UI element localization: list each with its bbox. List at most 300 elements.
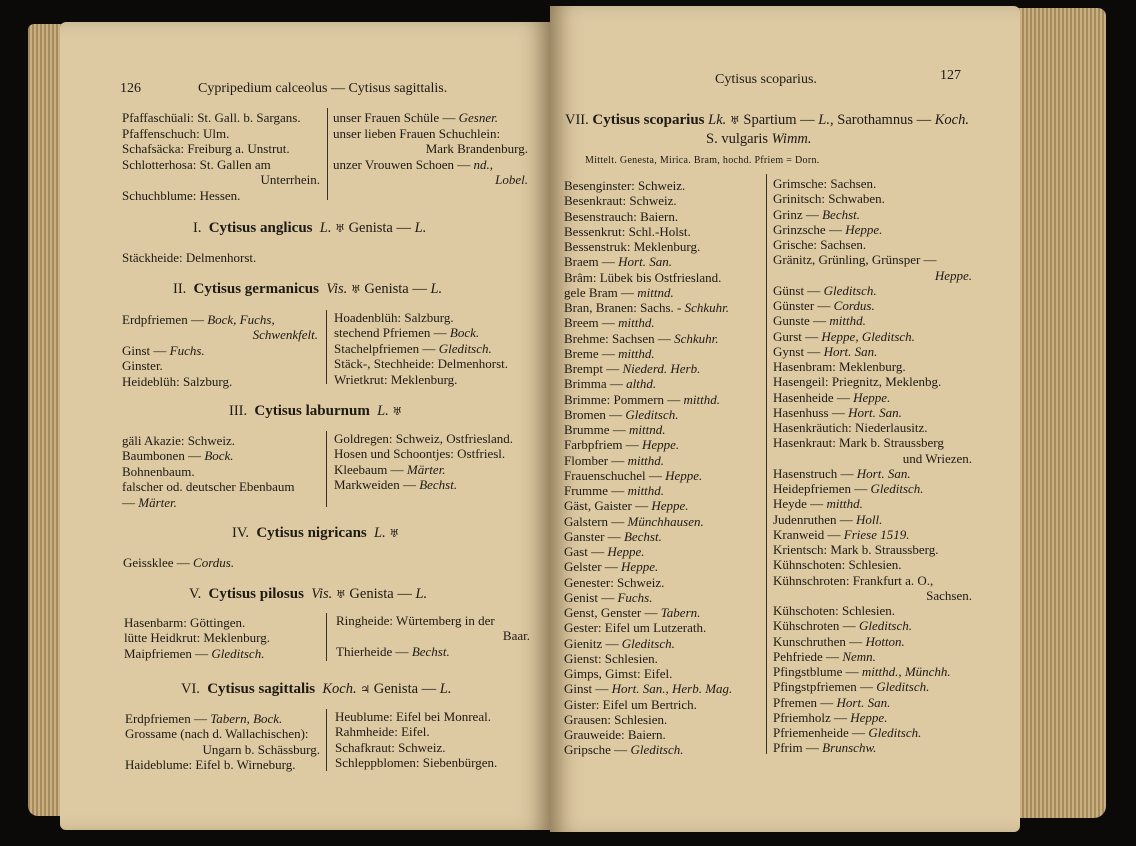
synonym-author: L. [415, 586, 428, 602]
vernacular-name: und Wriezen. [902, 450, 972, 466]
vernacular-name: Bromen — [564, 406, 626, 422]
entry-line [773, 420, 928, 435]
source-author: Heppe. [853, 389, 891, 405]
column-rule [766, 174, 767, 754]
vernacular-name: Schafsäcka: Freiburg a. Unstrut. [122, 141, 290, 157]
entry-line [334, 325, 479, 340]
vernacular-name: Schuchblume: Hessen. [122, 188, 241, 203]
section-heading-4 [232, 525, 399, 542]
section-heading-6 [181, 681, 451, 698]
entry-line [122, 188, 240, 203]
entry-line [426, 141, 528, 156]
source-author: Holl. [856, 511, 883, 527]
entry-line [773, 222, 882, 237]
entry-line [124, 615, 245, 630]
source-author: Bechst. [623, 528, 662, 544]
column-rule [326, 709, 327, 771]
entry-line [336, 644, 450, 659]
entry-line [564, 300, 729, 315]
entry-line [564, 254, 672, 269]
vernacular-name: Brumme — [564, 422, 629, 437]
entry-line [122, 126, 229, 141]
vernacular-name: Thierheide — [336, 643, 412, 659]
source-author: Gleditsch. [870, 481, 924, 496]
source-author: althd. [626, 376, 657, 392]
vernacular-name: Frauenschuchel — [564, 467, 666, 483]
species-author: Vis. [311, 586, 333, 602]
running-head-right: Cytisus scoparius. [715, 72, 817, 87]
vernacular-name: Schlotterhosa: St. Gallen am [122, 156, 271, 172]
entry-line [564, 239, 700, 254]
source-author: mitthd. [618, 315, 655, 331]
entry-line [773, 207, 860, 222]
vernacular-name: Pfingstblume — [773, 664, 862, 679]
entry-line [564, 529, 662, 544]
entry-line [564, 727, 666, 742]
section-number: IV. [232, 525, 250, 541]
source-author: mitthd. [829, 313, 866, 329]
source-author: Heppe, Gleditsch. [821, 328, 915, 344]
vernacular-name: Hasenkräutich: Niederlausitz. [773, 420, 928, 435]
entry-line [564, 681, 732, 696]
vernacular-name: Farbpfriem — [564, 437, 642, 453]
species-author: L. [319, 220, 332, 236]
source-author: Münchhausen. [627, 513, 704, 529]
vernacular-name: Grinitsch: Schwaben. [773, 191, 885, 207]
entry-line [334, 372, 457, 387]
vernacular-name: Stäck-, Stechheide: Delmenhorst. [334, 356, 509, 372]
source-author: Bechst. [822, 206, 861, 222]
entry-line [125, 757, 295, 772]
species-name: Cytisus anglicus [208, 220, 313, 236]
running-head-left: Cypripedium calceolus — Cytisus sagittalis. [198, 81, 448, 96]
entry-line [564, 575, 664, 590]
vernacular-name: Kühschoten: Schlesien. [773, 603, 896, 618]
vernacular-name: Geissklee — [123, 555, 194, 570]
entry-line [773, 359, 906, 374]
source-author: Fuchs. [169, 342, 205, 358]
vernacular-name: Breme — [564, 345, 619, 361]
vernacular-name: Grauweide: Baiern. [564, 727, 666, 742]
vernacular-name: Flomber — [564, 452, 628, 468]
entry-line [564, 620, 706, 635]
vernacular-name: Hasenheide — [773, 389, 854, 405]
entry-line [335, 724, 430, 739]
species-name: Cytisus laburnum [254, 403, 370, 419]
vernacular-name: Erdpfriemen — [122, 312, 208, 327]
vernacular-name: Grossame (nach d. Wallachischen): [125, 726, 309, 742]
vernacular-name: Sachsen. [926, 587, 972, 603]
section-heading-7 [565, 112, 969, 129]
synonym-author: L., [818, 112, 834, 128]
source-author: Heppe. [641, 437, 680, 453]
entry-line [773, 390, 890, 405]
vernacular-name: Kühnschroten: Frankfurt a. O., [773, 572, 934, 588]
source-author: mitthd. [627, 483, 665, 498]
source-author: Gleditsch. [876, 679, 930, 695]
source-author: nd., [473, 156, 493, 172]
entry-line [564, 468, 702, 483]
vernacular-name: Ganster — [564, 528, 624, 544]
entry-line [124, 630, 270, 645]
vernacular-name: Hasenstruch — [773, 465, 857, 481]
vernacular-name: Brimme: Pommern — [564, 391, 684, 407]
entry-line [122, 433, 235, 448]
source-author: Cordus. [193, 555, 235, 570]
vernacular-name: Günster — [773, 298, 834, 313]
entry-line [926, 588, 972, 603]
page-edges-right [1010, 8, 1106, 818]
source-author: Hotton. [865, 633, 905, 649]
vernacular-name: Pfriemenheide — [773, 725, 869, 740]
source-author: Heppe. [607, 544, 645, 559]
entry-line [773, 679, 929, 694]
entry-line [564, 590, 652, 605]
vernacular-name: Bessenkrut: Schl.-Holst. [564, 223, 691, 239]
entry-line [122, 464, 195, 479]
entry-line [564, 498, 689, 513]
vernacular-name: Gienitz — [564, 635, 622, 651]
entry-line [122, 374, 232, 389]
entry-line [773, 710, 887, 725]
vernacular-name: lütte Heidkrut: Meklenburg. [124, 630, 270, 646]
synonym-author: Koch. [934, 112, 969, 128]
source-author: Gleditsch. [625, 406, 679, 422]
vernacular-name: Haideblume: Eifel b. Wirneburg. [125, 757, 296, 773]
entry-line [203, 742, 320, 757]
vernacular-name: Grinzsche — [773, 221, 846, 237]
vernacular-name: unzer Vrouwen Schoen — [333, 156, 474, 172]
source-author: mittnd. [629, 422, 666, 437]
source-author: Gleditsch. [211, 645, 265, 661]
entry-line [773, 329, 915, 344]
entry-line [773, 466, 911, 481]
entry-line [773, 664, 951, 679]
shrub-symbol-icon: ♅ [335, 223, 345, 235]
shrub-symbol-icon: ♅ [392, 406, 403, 418]
source-author: Bock. [449, 325, 480, 341]
source-author: mitthd., Münchh. [861, 664, 951, 679]
entry-line [773, 176, 876, 191]
entry-line [335, 740, 445, 755]
entry-line [123, 555, 234, 570]
vernacular-name: Grausen: Schlesien. [564, 711, 668, 727]
vernacular-name: Brâm: Lübek bis Ostfriesland. [564, 269, 722, 285]
source-author: mitthd. [618, 345, 655, 361]
entry-line [773, 283, 877, 298]
vernacular-name: Gast — [564, 544, 608, 559]
vernacular-name: Frumme — [564, 483, 628, 498]
entry-line [125, 726, 309, 741]
source-author: Hort. San., Herb. Mag. [611, 681, 733, 697]
vernacular-name: Pfaffenschuch: Ulm. [122, 125, 230, 141]
synonym-author: L. [414, 220, 427, 236]
section-heading-2 [173, 281, 442, 298]
source-author: Bock. [204, 448, 234, 464]
synonym-author: L. [439, 681, 452, 697]
entry-line [334, 310, 454, 325]
column-rule [326, 431, 327, 507]
entry-line [564, 209, 678, 224]
source-author: Schkuhr. [684, 300, 730, 315]
vernacular-name: Hosen und Schoontjes: Ostfriesl. [334, 446, 506, 462]
entry-line [564, 178, 685, 193]
vernacular-name: gele Bram — [564, 284, 638, 300]
entry-line [334, 341, 492, 356]
species-author: Koch. [322, 681, 357, 697]
source-author: Hort. San. [618, 254, 672, 270]
vernacular-name: Schleppblomen: Siebenbürgen. [335, 755, 498, 771]
column-rule [326, 310, 327, 384]
shrub-symbol-icon: ♅ [389, 528, 400, 540]
source-author: Schkuhr. [674, 330, 719, 346]
shrub-symbol-icon: ♅ [350, 284, 361, 296]
entry-line [773, 557, 902, 572]
entry-line [122, 312, 275, 327]
source-author: Fuchs. [617, 589, 653, 605]
entry-line [564, 544, 645, 559]
entry-line [122, 157, 271, 172]
source-author: Gleditsch. [823, 282, 877, 298]
vernacular-name: Gister: Eifel um Bertrich. [564, 696, 697, 712]
entry-line [334, 477, 457, 492]
entry-line [122, 448, 234, 463]
entry-line [333, 157, 493, 172]
source-author: mitthd. [826, 496, 863, 512]
section-heading-7-cont [706, 131, 812, 148]
entry-line [564, 437, 679, 452]
vernacular-name: Braem — [564, 254, 619, 270]
entry-line [564, 483, 664, 498]
vernacular-name: Schafkraut: Schweiz. [335, 739, 446, 755]
vernacular-name: Rahmheide: Eifel. [335, 724, 430, 740]
entry-line [773, 740, 876, 755]
vernacular-name: Gurst — [773, 328, 822, 344]
vernacular-name: Gränitz, Grünling, Grünsper — [773, 252, 937, 268]
entry-line [335, 755, 497, 770]
section-heading-3 [229, 403, 402, 420]
shrub-symbol-icon: ♅ [729, 115, 740, 127]
section-heading-5 [189, 586, 427, 603]
species-name: Cytisus germanicus [193, 281, 319, 297]
entry-line [335, 709, 491, 724]
entry-line [564, 712, 667, 727]
entry-line [903, 451, 972, 466]
vernacular-name: Besenstrauch: Baiern. [564, 208, 679, 224]
entry-line [564, 315, 655, 330]
vernacular-name: Hoadenblüh: Salzburg. [334, 310, 454, 325]
vernacular-name: Ringheide: Würtemberg in der [336, 613, 495, 628]
entry-line [503, 628, 530, 643]
entry-line [773, 298, 875, 313]
vernacular-name: Heublume: Eifel bei Monreal. [335, 709, 491, 724]
entry-line [122, 358, 163, 373]
species-name: Cytisus pilosus [208, 586, 304, 602]
entry-line [773, 252, 937, 267]
vernacular-name: Grinz — [773, 206, 823, 222]
entry-line [334, 356, 508, 371]
entry-line [564, 285, 674, 300]
vernacular-name: Bohnenbaum. [122, 463, 195, 479]
page-number-right: 127 [940, 68, 961, 83]
vernacular-name: Baumbonen — [122, 448, 205, 464]
section-number: I. [193, 220, 202, 236]
source-author: Märter. [406, 461, 446, 477]
entry-line [773, 542, 938, 557]
species-name: Cytisus nigricans [256, 525, 367, 541]
synonym: Genista — [364, 281, 427, 297]
entry-line [564, 697, 697, 712]
source-author: Hort. San. [848, 404, 902, 420]
entry-line [564, 559, 658, 574]
vernacular-name: Heyde — [773, 496, 827, 512]
synonym-author: Wimm. [771, 131, 812, 147]
source-author: Nemn. [842, 648, 876, 664]
section-number: VII. [565, 112, 589, 128]
source-author: Gleditsch. [621, 635, 675, 651]
entry-line [773, 496, 863, 511]
vernacular-name: Günst — [773, 282, 824, 298]
vernacular-name: Markweiden — [334, 477, 420, 493]
vernacular-name: Wrietkrut: Meklenburg. [334, 371, 458, 387]
source-author: mittnd. [637, 284, 674, 300]
entry-line [773, 603, 895, 618]
perennial-symbol-icon: ♃ [360, 684, 371, 696]
entry-line [773, 344, 877, 359]
entry-line [122, 343, 205, 358]
vernacular-name: Kleebaum — [334, 461, 407, 477]
vernacular-name: Brehme: Sachsen — [564, 330, 675, 346]
source-author: Hort. San. [823, 343, 878, 359]
vernacular-name: Ginster. [122, 358, 163, 374]
synonym-author: L. [430, 281, 443, 297]
vernacular-name: Pfingstpfriemen — [773, 679, 877, 695]
source-author: Bechst. [411, 643, 450, 659]
entry-line [333, 110, 498, 125]
entry-line [773, 695, 890, 710]
vernacular-name: Grische: Sachsen. [773, 237, 867, 252]
synonym: Genista — [348, 220, 411, 236]
vernacular-name: Erdpfriemen — [125, 711, 211, 726]
vernacular-name: unser lieben Frauen Schuchlein: [333, 125, 501, 141]
entry-line [564, 453, 664, 468]
vernacular-name: Gäst, Gaister — [564, 498, 652, 514]
entry-line [122, 141, 290, 156]
entry-line [495, 172, 528, 187]
vernacular-name: Bessenstruk: Meklenburg. [564, 239, 701, 254]
source-author: Gleditsch. [858, 618, 913, 634]
vernacular-name: Ginst — [564, 681, 612, 697]
vernacular-name: Unterrhein. [260, 172, 320, 188]
vernacular-name: Heideblüh: Salzburg. [122, 373, 233, 389]
vernacular-name: Breem — [564, 315, 619, 331]
source-author: Bock, Fuchs, [207, 312, 275, 327]
entry-line [564, 605, 700, 620]
entry-line [773, 573, 933, 588]
entry-line [124, 646, 264, 661]
entry-line [564, 666, 672, 681]
source-author: Hort. San. [836, 694, 891, 710]
entry-line [564, 376, 656, 391]
vernacular-name: — [122, 494, 139, 510]
entry-line [773, 237, 866, 252]
source-author: Heppe. [665, 467, 703, 483]
species-author: Lk. [708, 112, 727, 128]
vernacular-name: Heidepfriemen — [773, 481, 871, 496]
vernacular-name: Bran, Branen: Sachs. - [564, 300, 685, 315]
species-author: L. [374, 525, 386, 541]
source-author: Heppe. [621, 559, 659, 575]
species-name: Cytisus sagittalis [207, 681, 316, 697]
vernacular-name: Krientsch: Mark b. Straussberg. [773, 542, 939, 557]
source-author: Märter. [138, 494, 177, 510]
entry-line [564, 270, 721, 285]
entry-line [564, 346, 655, 361]
entry-line [773, 725, 921, 740]
entry-line [122, 479, 295, 494]
vernacular-name: Hasenbarm: Göttingen. [124, 615, 246, 630]
synonym: Sarothamnus — [837, 112, 932, 128]
section-heading-1 [193, 220, 426, 237]
vernacular-name: Ungarn b. Schässburg. [202, 741, 320, 757]
source-author: mitthd. [627, 452, 665, 468]
vernacular-name: stechend Pfriemen — [334, 325, 450, 341]
entry-line [564, 422, 665, 437]
synonym: Genista — [373, 681, 437, 697]
entry-line [773, 512, 882, 527]
source-author: Gleditsch. [868, 725, 922, 740]
source-author: Heppe. [651, 498, 689, 514]
vernacular-name: gäli Akazie: Schweiz. [122, 433, 235, 448]
entry-line [773, 634, 905, 649]
vernacular-name: Gester: Eifel um Lutzerath. [564, 620, 707, 636]
source-author: Heppe. [845, 221, 883, 237]
entry-line [260, 172, 320, 187]
source-author: Brunschw. [822, 740, 877, 756]
source-author: Friese 1519. [843, 526, 910, 542]
vernacular-name: Genist — [564, 589, 618, 605]
vernacular-name: Brimma — [564, 376, 627, 392]
vernacular-name: Hasengeil: Priegnitz, Meklenbg. [773, 374, 942, 390]
vernacular-name: Judenruthen — [773, 511, 857, 527]
vernacular-name: Baar. [502, 628, 530, 644]
entry-line [564, 392, 720, 407]
vernacular-name: Pfaffaschüali: St. Gall. b. Sargans. [122, 110, 301, 125]
entry-line [122, 495, 177, 510]
vernacular-name: Gelster — [564, 559, 622, 575]
entry-line [564, 331, 719, 346]
entry-line [125, 711, 282, 726]
source-author: Gleditsch. [630, 742, 684, 758]
section-number: II. [173, 281, 187, 297]
vernacular-name: Gienst: Schlesien. [564, 650, 658, 666]
section-number: VI. [181, 681, 200, 697]
vernacular-name: Gimps, Gimst: Eifel. [564, 666, 673, 681]
vernacular-name: Besenginster: Schweiz. [564, 178, 686, 193]
vernacular-name: Gripsche — [564, 742, 631, 758]
vernacular-name: Kranweid — [773, 526, 844, 542]
etymology-note: Mittelt. Genesta, Mirica. Bram, hochd. Pfriem = Dorn. [585, 155, 820, 166]
entry-line [336, 613, 495, 628]
vernacular-name: Pfriemholz — [773, 709, 851, 725]
vernacular-name: Pfremen — [773, 694, 837, 710]
source-author: Cordus. [833, 298, 875, 313]
entry-line [773, 313, 866, 328]
source-author: Lobel. [495, 172, 528, 188]
vernacular-name: Stachelpfriemen — [334, 340, 439, 356]
synonym: S. vulgaris [706, 131, 769, 147]
source-author: Tabern, Bock. [210, 711, 283, 726]
